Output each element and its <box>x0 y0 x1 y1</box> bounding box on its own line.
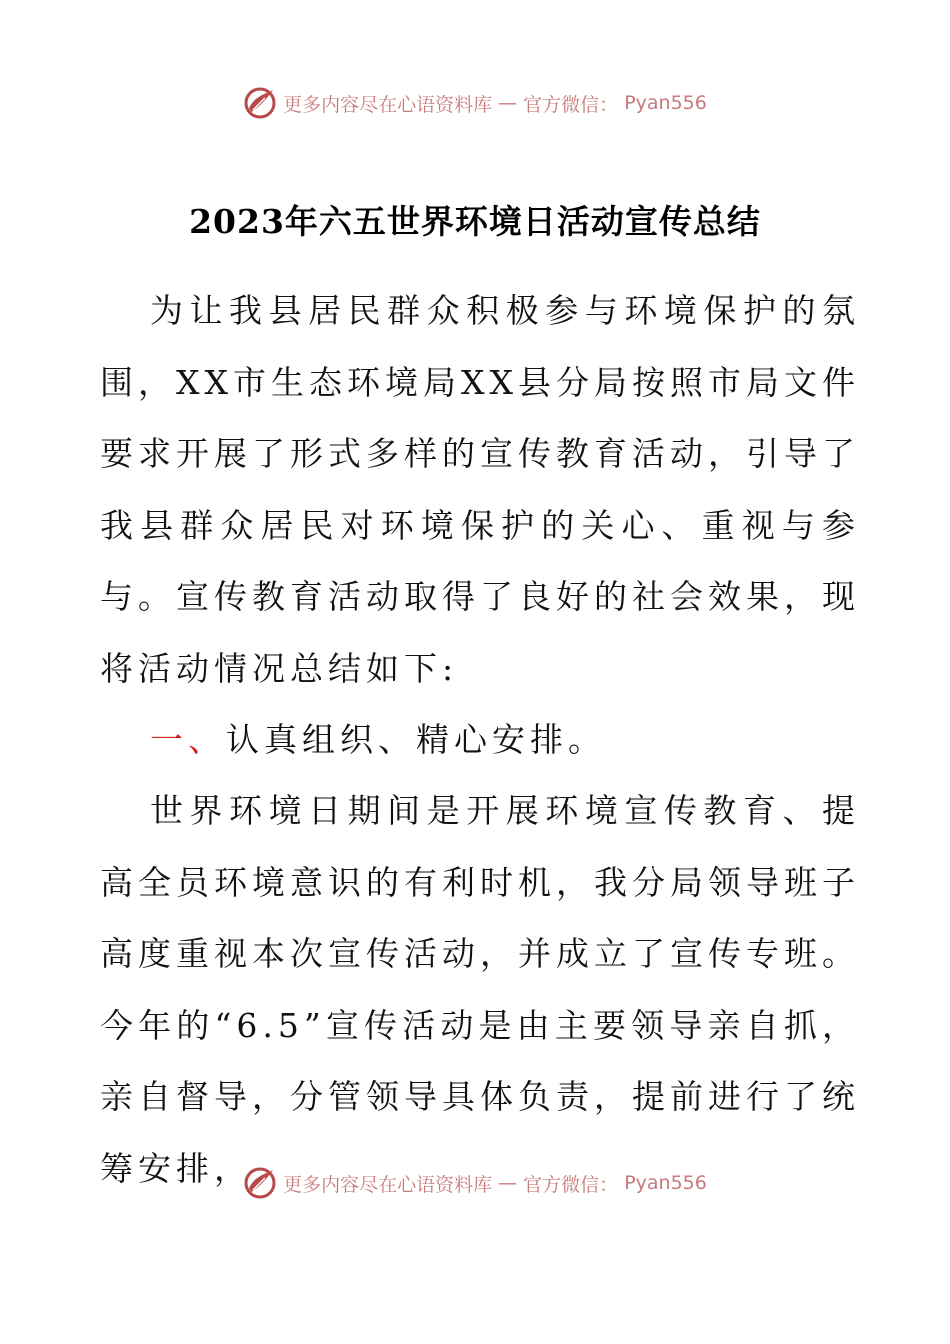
section-heading-1 <box>100 704 860 776</box>
watermark-id: Pyan556 <box>624 1172 707 1194</box>
paragraph-1-block <box>100 275 860 704</box>
watermark-text: 更多内容尽在心语资料库 <box>283 93 493 116</box>
heading-number: 一、 <box>150 720 226 759</box>
header-watermark <box>0 83 950 123</box>
watermark-label: 官方微信： <box>523 1173 619 1196</box>
paragraph-2: 世界环境日期间是开展环境宣传教育、提高全员环境意识的有利时机，我分局领导班子高度重视本次宣传活动，并成立了宣传专班。今年的“6.5”宣传活动是由主要领导亲自抓，亲自督导，分管领导具体负责，提前进行了统筹安排， <box>100 791 860 1188</box>
pen-logo-icon <box>243 1166 277 1200</box>
watermark-dash: — <box>498 1172 518 1194</box>
watermark-dash: — <box>498 92 518 114</box>
pen-logo-icon <box>243 86 277 120</box>
paragraph-2-block <box>100 775 860 1204</box>
watermark-id: Pyan556 <box>624 92 707 114</box>
paragraph-1: 为让我县居民群众积极参与环境保护的氛围，XX市生态环境局XX县分局按照市局文件要求开展了形式多样的宣传教育活动，引导了我县群众居民对环境保护的关心、重视与参与。宣传教育活动取得了良好的社会效果，现将活动情况总结如下: <box>100 291 860 688</box>
watermark-label: 官方微信： <box>523 93 619 116</box>
footer-watermark <box>0 1163 950 1203</box>
watermark-text: 更多内容尽在心语资料库 <box>283 1173 493 1196</box>
document-title: 2023年六五世界环境日活动宣传总结 <box>189 202 761 241</box>
section-heading-1-block <box>100 704 860 776</box>
heading-text: 认真组织、精心安排。 <box>226 720 606 759</box>
